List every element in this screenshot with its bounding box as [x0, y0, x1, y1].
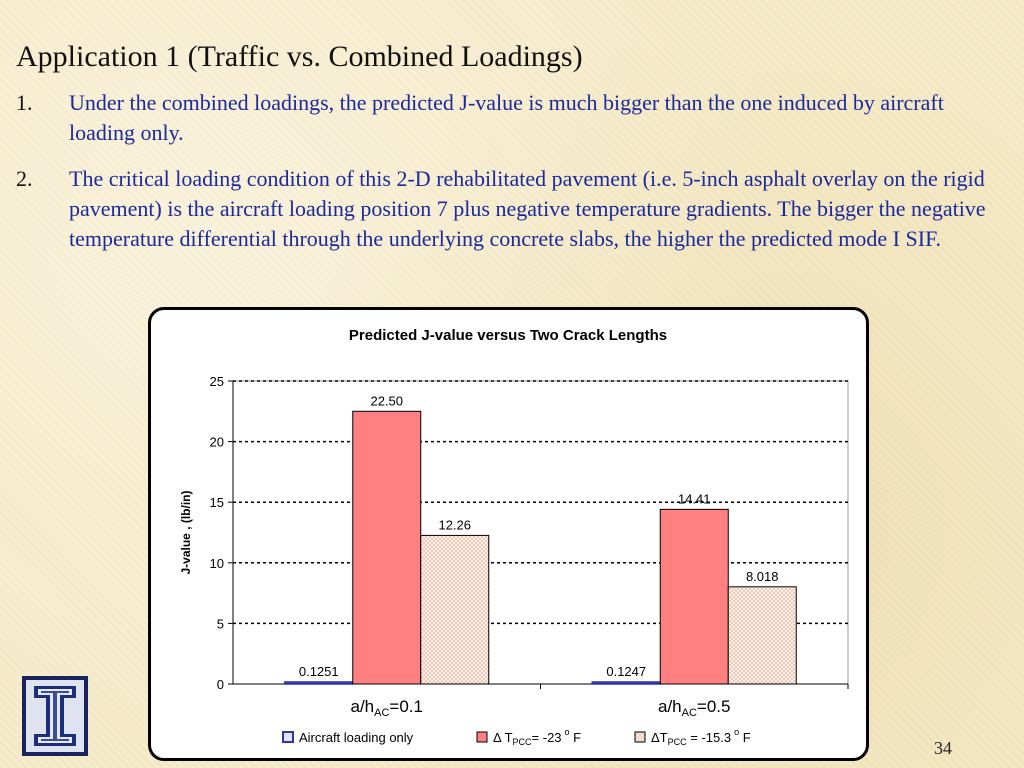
- legend-swatch: [635, 732, 645, 742]
- y-tick-label: 5: [216, 616, 224, 632]
- university-block-i-icon: [22, 676, 88, 761]
- legend-label: $\Delta T_{PCC} = -15.3$ $^o$ F: [651, 727, 751, 747]
- slide-title: Application 1 (Traffic vs. Combined Loadings): [16, 40, 583, 73]
- bar: [285, 682, 353, 684]
- chart-title: Predicted J-value versus Two Crack Lengths: [348, 327, 668, 344]
- data-label: 14.41: [677, 491, 711, 507]
- y-axis-label: J-value , (lb/in): [179, 490, 193, 575]
- data-label: 12.26: [438, 517, 472, 533]
- bullet-list: [16, 88, 1006, 270]
- y-tick-label: 10: [209, 555, 224, 571]
- legend-swatch: [477, 732, 487, 742]
- x-tick-label: $a/h_{AC}=0.5$: [658, 697, 731, 719]
- bar: [660, 509, 728, 684]
- bar: [353, 411, 421, 684]
- bar: [728, 587, 796, 684]
- bullet-number: 1.: [16, 90, 33, 115]
- bar-chart: [151, 310, 866, 758]
- data-label: 22.50: [370, 393, 404, 409]
- page-number: 34: [934, 738, 952, 758]
- y-tick-label: 15: [209, 495, 224, 511]
- bullet-text: Under the combined loadings, the predicted J-value is much bigger than the one induced by aircraft loading only.: [69, 90, 944, 145]
- data-label: 8.018: [745, 568, 779, 584]
- bar: [592, 682, 660, 684]
- y-tick-label: 25: [209, 374, 224, 389]
- bar: [421, 535, 489, 684]
- bullet-item: [16, 88, 1006, 148]
- y-tick-label: 0: [216, 677, 224, 692]
- chart-panel: [148, 307, 869, 761]
- x-tick-label: $a/h_{AC}=0.1$: [350, 697, 423, 719]
- bullet-item: [16, 164, 1006, 254]
- bullet-number: 2.: [16, 166, 33, 191]
- legend-swatch: [283, 732, 293, 742]
- data-label: 0.1251: [298, 664, 339, 679]
- legend-label: Aircraft loading only: [299, 730, 414, 745]
- legend-label: Δ $T_{PCC}= -23$ $^o$ F: [493, 727, 582, 747]
- y-tick-label: 20: [209, 434, 224, 450]
- bullet-text: The critical loading condition of this 2-D rehabilitated pavement (i.e. 5-inch asphalt overlay on the rigid pavement) is the aircraft loading position 7 plus negative temperature gradients. The bigger the negative temperature differential through the underlying concrete slabs, the higher the predicted mode I SIF.: [69, 166, 986, 251]
- data-label: 0.1247: [606, 664, 647, 679]
